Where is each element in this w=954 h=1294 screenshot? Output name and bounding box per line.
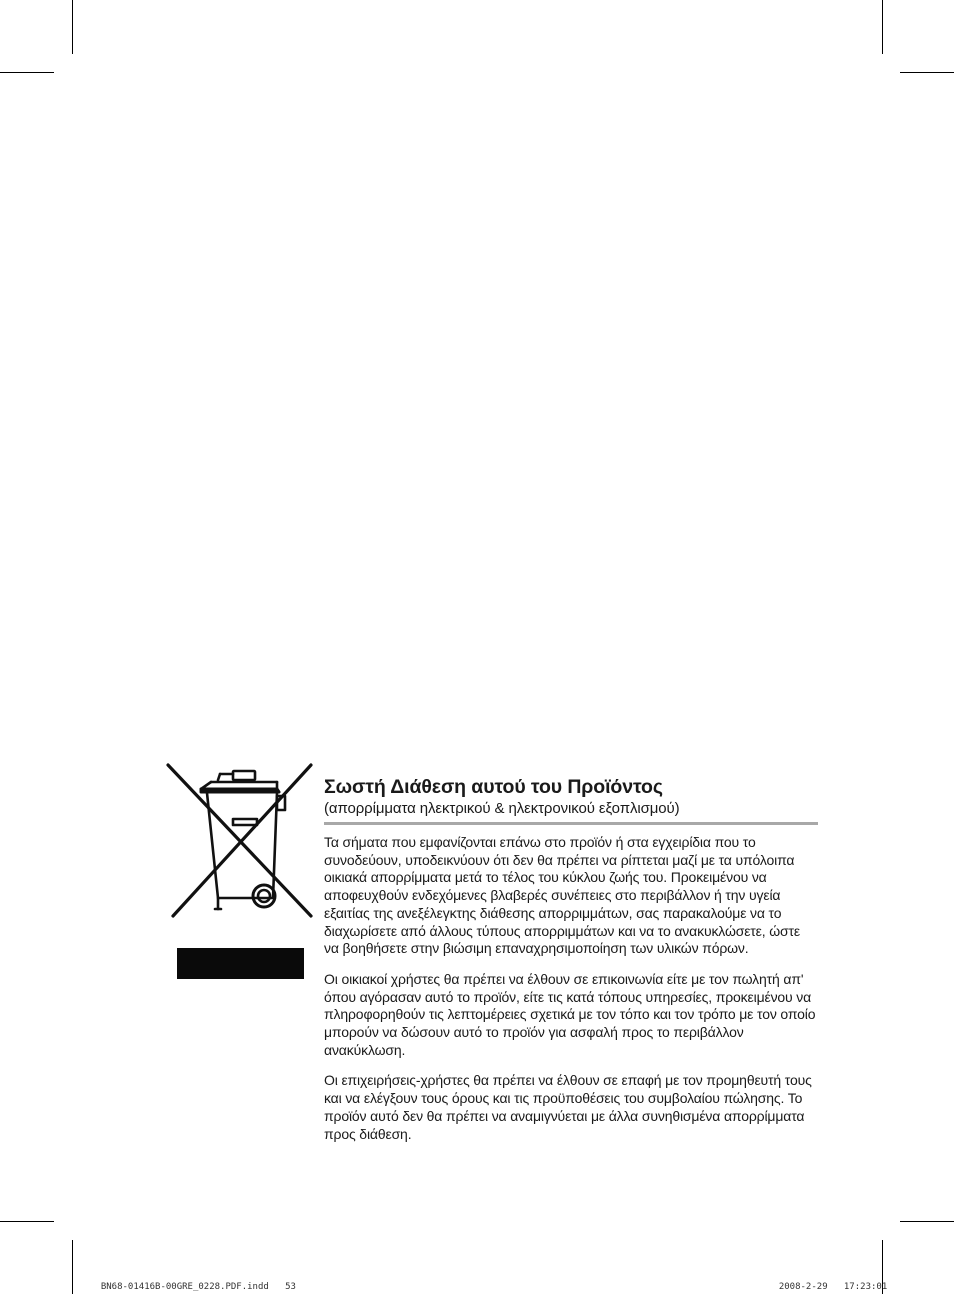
solid-black-bar: [177, 948, 304, 979]
section-title: Σωστή Διάθεση αυτού του Προϊόντος: [324, 776, 663, 798]
crop-mark-bottom-right-horizontal: [900, 1221, 954, 1222]
crop-mark-top-left-vertical: [72, 0, 73, 54]
footer-date: 2008-2-29: [778, 1282, 828, 1292]
footer-time: 17:23:01: [843, 1282, 888, 1292]
footer-page-number: 53: [285, 1282, 296, 1292]
crop-mark-top-right-vertical: [882, 0, 883, 54]
crossed-out-wheelie-bin-icon: [165, 762, 315, 922]
crop-mark-top-left-horizontal: [0, 72, 54, 73]
print-footer-file: [90, 1272, 296, 1292]
crop-mark-top-right-horizontal: [900, 72, 954, 73]
paragraph-business-users: Οι επιχειρήσεις-χρήστες θα πρέπει να έλθουν σε επαφή με τον προμηθευτή τους και να ελέγξουν τους όρους και τις προϋποθέσεις του συμβολαίου πώλησης. Το προϊόν αυτό δεν θα πρέπει να αναμιγνύεται με άλλα συνηθισμένα απορρίμματα προς διάθεση.: [324, 1072, 812, 1142]
disposal-section: [324, 775, 818, 1143]
footer-filename: BN68-01416B-00GRE_0228.PDF.indd: [100, 1282, 269, 1292]
paragraph-symbol-meaning: Τα σήματα που εμφανίζονται επάνω στο προϊόν ή στα εγχειρίδια που το συνοδεύουν, υποδεικνύουν ότι δεν θα πρέπει να ρίπτεται μαζί με τα υπόλοιπα οικιακά απορρίμματα μετά το τέλος του κύκλου ζωής του. Προκειμένου να αποφευχθούν ενδεχόμενες βλαβερές συνέπειες στο περιβάλλον ή την υγεία εξαιτίας της ανεξέλεγκτης διάθεσης απορριμμάτων, σας παρακαλούμε να το διαχωρίσετε από άλλους τύπους απορριμμάτων και να το ανακυκλώσετε, ώστε να βοηθήσετε στην βιώσιμη επαναχρησιμοποίηση των υλικών πόρων.: [324, 834, 800, 957]
crop-mark-bottom-left-horizontal: [0, 1221, 54, 1222]
heading-rule: [324, 822, 818, 825]
crop-mark-bottom-left-vertical: [72, 1240, 73, 1294]
paragraph-household-users: Οι οικιακοί χρήστες θα πρέπει να έλθουν σε επικοινωνία είτε με τον πωλητή απ' όπου αγόρασαν αυτό το προϊόν, είτε τις κατά τόπους υπηρεσίες, προκειμένου να πληροφορηθούν τις λεπτομέρειες σχετικά με τον τόπο και τον τρόπο με τον οποίο μπορούν να δώσουν αυτό το προϊόν για ασφαλή προς το περιβάλλον ανακύκλωση.: [324, 970, 816, 1058]
print-footer-timestamp: [768, 1272, 887, 1292]
section-subtitle: (απορρίμματα ηλεκτρικού & ηλεκτρονικού εξοπλισμού): [324, 800, 680, 817]
